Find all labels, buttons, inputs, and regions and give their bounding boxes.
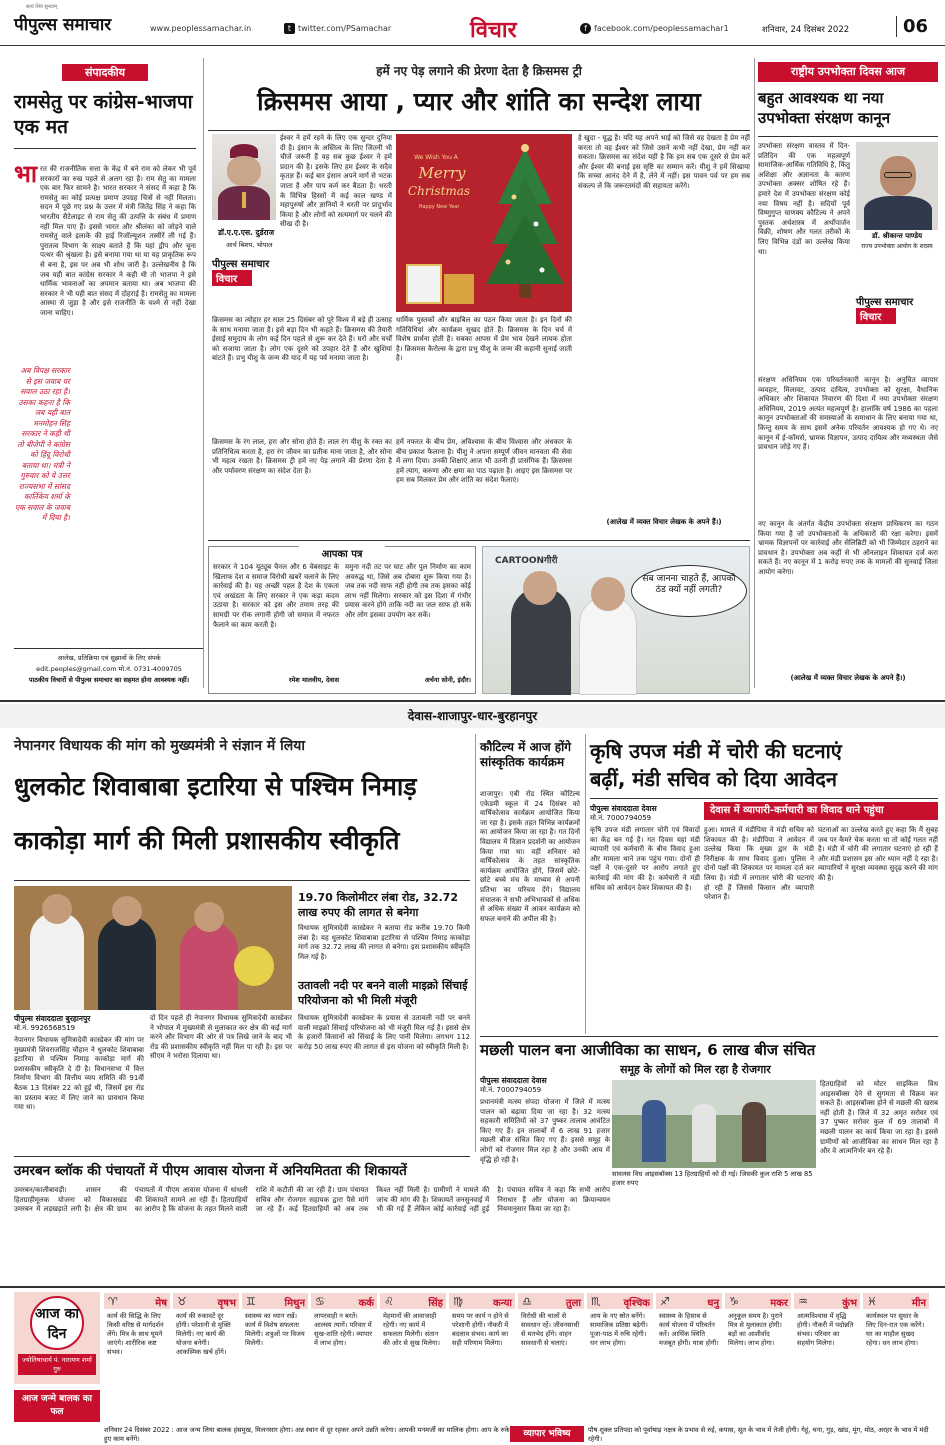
- person-figure: [98, 916, 156, 1010]
- zodiac-sign-text: आय के नए स्रोत बनेंगे। सामाजिक प्रतिष्ठा बढ़ेगी। पूजा-पाठ में रुचि रहेगी। धन लाभ होगा।: [590, 1312, 648, 1347]
- zodiac-symbol-icon: ♌: [384, 1295, 394, 1308]
- christmas-body-1: ईश्वर ने हमें रहने के लिए एक सुन्दर दुनिया दी है। इंसान के अस्तित्व के लिए जितनी भी चीजें जरूरी हैं वह सब कुछ ईश्वर ने हमें प्रदान की है। इसके लिए हम ईश्वर के सदैव कृतज्ञ हैं। कई बार इंसान अपने मार्ग से भटक जाता है और पाप कर्म कर बैठता है। धरती के विभिन्न हिस्सों में कई काल खण्ड में महापुरुषों और ज्ञानियों ने धरती पर प्रादुर्भाव किया है और लोगों को सत्यमार्ग पर चलने की सीख दी है।: [280, 134, 392, 229]
- twitter-icon: t: [284, 23, 295, 34]
- zodiac-sign-text: कार्यस्थल पर सुधार के लिए दिन-रात एक करेंगे। घर का माहौल सुखद रहेगा। धन लाभ होगा।: [866, 1312, 925, 1347]
- speech-bubble: सब जानना चाहते हैं, आपको ठंड क्यों नहीं लगती?: [631, 565, 747, 617]
- fish-headline: मछली पालन बना आजीविका का साधन, 6 लाख बीज संचित: [480, 1041, 816, 1059]
- horoscope-title-box: [14, 1292, 100, 1384]
- letter-1: सरकार ने 104 यूट्यूब चैनल और 6 वेबसाइट के खिलाफ देश व समाज विरोधी खबरें चलाने के लिए कार्रवाई की है। यह अच्छी पहल है देश के एकता एवं अखंडता के लिए सरकार ने एक कड़ा कदम उठाया है। सरकार को इस और तमाम तरह की सामग्री पर रोक लगानी होगी जो समाज में नफरत फैलाने का काम करती है।: [213, 563, 339, 629]
- business-forecast-text: पौष शुक्ल प्रतिपदा को पूर्वाषाढ़ नक्षत्र के प्रभाव से रुई, कपास, सूत के भाव में तेजी होगी। गेहूं, चना, गुड़, खांड, मूंग, मोठ, अरहर के भाव में मंदी रहेगी।: [588, 1426, 929, 1443]
- zodiac-symbol-icon: ♓: [867, 1295, 877, 1308]
- mandi-mobile: मो.नं. 7000794059: [590, 814, 652, 822]
- awas-body: उमरबन/कालीबावड़ी। शासन की हितग्राहीमूलक योजना को विकासखंड उमरबन में लड़खड़ाते लगी है। क्षेत्र की ग्राम पंचायतों में पीएम आवास योजना में धांधली की शिकायतें सामने आ रही हैं। हितग्राहियों का आरोप है कि योजना के तहत मिलने वाली राशि में कटौती की जा रही है। ग्राम पंचायत सचिव और रोजगार सहायक द्वारा पैसे मांगे जा रहे हैं। कई हितग्राहियों को अब तक किश्त नहीं मिली है। ग्रामीणों ने मामले की जांच की मांग की है। शिकायतें जनसुनवाई में भी की गई हैं लेकिन कोई कार्रवाई नहीं हुई है। पंचायत सचिव ने कहा कि सभी आरोप निराधार हैं और योजना का क्रियान्वयन नियमानुसार किया जा रहा है।: [14, 1186, 610, 1214]
- disclaimer: पाठकीय विचारों से पीपुल्स समाचार का सहमत होना आवश्यक नहीं।: [28, 676, 190, 684]
- zodiac-sign: [380, 1293, 446, 1423]
- horoscope-title-1: आज का: [35, 1306, 79, 1322]
- consumer-day-band: राष्ट्रीय उपभोक्ता दिवस आज: [758, 62, 938, 82]
- brand-name: पीपुल्स समाचार: [856, 297, 914, 308]
- editorial-body: रत की राजनीतिक सत्ता के केंद्र में बने राम को लेकर भी पूर्व सरकारों का रुख पहले से अलग रहा है। राम सेतु का मामला एक बार फिर सामने है। भारत सरकार ने संसद में कहा है कि रामसेतु का कोई प्रत्यक्ष प्रमाण उपग्रह चित्रों से नहीं मिलता। सदन में पूछे गए प्रश्न के उत्तर में मंत्री जितेंद्र सिंह ने कहा कि भारतीय सैटेलाइट से राम सेतु की उत्पत्ति के संबंध में प्रमाण नहीं मिल पाए हैं। इससे भारत और श्रीलंका को जोड़ने वाले रामसेतु वाले इलाके की हाई रिजॉल्यूशन तस्वीरें ली गई हैं। पुरातत्व विभाग के साक्ष्य बताते हैं कि यहां द्वीप और चूना पत्थर की श्रृंखला है। इसे बनाया गया था या यह प्राकृतिक रूप से बना है, इस पर अब भी शोध जारी है। उल्लेखनीय है कि जब यही बात कांग्रेस सरकार ने कही थी तो भाजपा ने इसे धार्मिक भावनाओं का अपमान बताया था। अब भाजपा की सरकार ने भी यही बात संसद में दोहराई है। रामसेतु का मामला आस्था से जुड़ा है और इसे राजनीति के चश्मे से नहीं देखा जाना चाहिए।: [40, 165, 196, 317]
- fish-body-2: हितग्राहियों को मोटर साइकिल विध आइसबॉक्स देने से सुगमता से विक्रय कर सकते हैं। आइसबॉक्स होने से मछली की खराब नहीं होती है। जिले में 32 अमृत सरोवर एवं 37 पुष्कर सरोवर कुल में 69 तालाबों में मछली पालन का कार्य किया जा रहा है। इससे ग्रामीणों को आजीविका का साधन मिल रहा है और वे आत्मनिर्भर बन रहे हैं।: [820, 1080, 938, 1156]
- lead-mobile: मो.नं. 9926568519: [14, 1024, 76, 1032]
- website-url[interactable]: www.peoplessamachar.in: [150, 24, 252, 33]
- zodiac-sign: [794, 1293, 860, 1423]
- christmas-body-6: हे खुदा - यूद्ध है। यदि यह अपने भाई को जिसे वह देखता है प्रेम नहीं करता तो वह ईश्वर को जिसे उसने कभी नहीं देखा, प्रेम नहीं कर सकता। क्रिसमस का संदेश यही है कि हम सब एक दूसरे से प्रेम करें और ईश्वर की बनाई इस सृष्टि का सम्मान करें। यीशु ने हमें सिखाया कि सच्चा आनंद देने में है, लेने में नहीं। इस पावन पर्व पर हम सब संकल्प लें कि जरूरतमंदों की सहायता करेंगे।: [578, 134, 750, 190]
- christmas-card-image: [396, 134, 572, 312]
- horoscope-title-2: दिन: [47, 1326, 67, 1342]
- zodiac-sign: [104, 1293, 170, 1423]
- awas-headline: उमरबन ब्लॉक की पंचायतों में पीएम आवास योजना में अनियमितता की शिकायतें: [14, 1163, 407, 1179]
- glasses-icon: [884, 172, 912, 178]
- consumer-headline: बहुत आवश्यक था नया उपभोक्ता संरक्षण कानून: [758, 89, 891, 127]
- lead-body-3: विधायक सुमित्रादेवी कास्डेकर ने बताया रोड करीब 19.70 किमी लंबा है। यह धुलकोट शिवाबाबा इटारिया से पश्चिम निमाड़ काकोड़ा मार्ग तक 32.72 लाख की लागत से बनेगा। इस प्रशासकीय स्वीकृति मिल गई है।: [298, 924, 470, 961]
- birth-prediction-text: शनिवार 24 दिसंबर 2022 : आज जन्म लिया बालक हंसमुख, मिलनसार होगा। अन्न स्थान से दूर रहकर अपने उन्नति करेगा। आपकी मनमर्जी का मालिक होगा। आप के रुके हुए काम बनेंगे।: [104, 1426, 510, 1443]
- twitter-handle[interactable]: twitter.com/PSamachar: [298, 24, 392, 33]
- fish-byline: पीपुल्स संवाददाता देवास: [480, 1076, 547, 1085]
- zodiac-sign: [863, 1293, 929, 1423]
- editorial-contact: [14, 648, 204, 684]
- letter-1-signature: रमेश मालवीय, देवास: [288, 676, 339, 684]
- lead-subhead-2: उतावली नदी पर बनने वाली माइक्रो सिंचाई परियोजना को भी मिली मंजूरी: [298, 979, 468, 1007]
- christmas-body-2: क्रिसमस का त्योहार हर साल 25 दिसंबर को पूरे विश्व में बड़े ही उत्साह के साथ मनाया जाता है। इसे बड़ा दिन भी कहते हैं। क्रिसमस की तैयारी ईसाई समुदाय के लोग कई दिन पहले से शुरू कर देते हैं। घरों और चर्चों को सजाया जाता है। लोग एक दूसरे को उपहार देते हैं और खुशियां बांटते हैं। प्रभु यीशु के जन्म की याद में यह पर्व मनाया जाता है।: [212, 316, 392, 363]
- mandi-subhead: देवास में व्यापारी-कर्मचारी का विवाद थाने पहुंचा: [704, 802, 938, 820]
- section-title: विचार: [470, 18, 517, 43]
- zodiac-symbol-icon: ♉: [177, 1295, 187, 1308]
- zodiac-sign: [518, 1293, 584, 1423]
- author-photo: [212, 134, 276, 220]
- lead-body-1: नेपानगर विधायक सुमित्रादेवी कास्डेकर की मांग पर मुख्यमंत्री शिवराजसिंह चौहान ने धुलकोट शिवाबाबा इटारिया से पश्चिम निमाड़ काकोड़ा मार्ग की प्रशासकीय स्वीकृति दे दी है। विधानसभा में वित्त निर्माण विभाग की वित्तीय व्यय समिति की 91वीं बैठक 13 दिसंबर 22 को हुई थी, जिसमें इस रोड का प्रस्ताव बजट में लिए जाने का प्रावधान किया गया था।: [14, 1036, 144, 1112]
- zodiac-symbol-icon: ♐: [660, 1295, 670, 1308]
- mandi-body-2: हुआ। मामले में मंडीपिया ने मंडी सचिव को शिकायत की है। मंडीपिया ने आवेदन में उल्लेख किया कि मुख्य द्वार के मंडी निरीक्षक के साथ विवाद हुआ। पुलिस ने दोनों पक्षों की शिकायत पर मामला दर्ज कर लिया है। मंडी में लगातार चोरी की घटनाएं हो रही हैं जिससे किसान और व्यापारी परेशान हैं।: [704, 826, 814, 902]
- logo: पीपुल्स समाचार: [14, 15, 112, 35]
- zodiac-sign: [656, 1293, 722, 1423]
- letter-2: यमुना नदी तट पर घाट और पुल निर्माण का काम अवरुद्ध था, जिसे अब दोबारा शुरू किया गया है। जब तक नदी साफ नहीं होगी तब तक इसका कोई लाभ नहीं मिलेगा। सरकार को इस दिशा में गंभीर प्रयास करने होंगे ताकि नदी का जल साफ हो सके और लोग इसका उपयोग कर सकें।: [345, 563, 471, 619]
- zodiac-symbol-icon: ♊: [246, 1295, 256, 1308]
- zodiac-sign-name: कुंभ: [794, 1293, 860, 1309]
- zodiac-sign-text: मेहमानों की आवाजाही रहेगी। नए कार्य में सफलता मिलेगी। संतान की ओर से सुख मिलेगा।: [383, 1312, 440, 1347]
- zodiac-sign-text: कार्य की सिद्धि के लिए किसी वरिष्ठ से मार्गदर्शन लेंगे। मित्र के साथ घूमने जाएंगे। शारीरिक कष्ट संभव।: [107, 1312, 164, 1356]
- consumer-author-title: राज्य उपभोक्ता आयोग के सदस्य: [861, 243, 933, 250]
- brand-name: पीपुल्स समाचार: [212, 259, 270, 270]
- fish-mobile: मो.नं. 7000794059: [480, 1086, 542, 1094]
- zodiac-sign-text: समय पर कार्य न होने से परेशानी होगी। नौकरी में बदलाव संभव। कार्य का सही परिणाम मिलेगा।: [452, 1312, 509, 1347]
- mandi-body-1: कृषि उपज मंडी लगातार चोरी एवं विवादों का केंद्र बन गई है। गत दिवस यहां मंडी व्यापारी एवं कर्मचारी के बीच विवाद हुआ और मामला थाने तक पहुंच गया। दोनों ही पक्षों ने एक-दूसरे पर आरोप लगाते हुए कार्रवाई की मांग की है। कर्मचारी ने मंडी सचिव को आवेदन देकर शिकायत की है।: [590, 826, 700, 892]
- zodiac-sign: [587, 1293, 653, 1423]
- zodiac-symbol-icon: ♑: [729, 1295, 739, 1308]
- contact-email[interactable]: edit.peoples@gmail.com मो.नं. 0731-4009705: [36, 665, 182, 673]
- business-forecast-label: व्यापार भविष्य: [510, 1426, 584, 1442]
- region-band: देवास-शाजापुर-धार-बुरहानपुर: [0, 704, 945, 728]
- card-bottom-text: Happy New Year: [418, 204, 460, 210]
- zodiac-sign-name: सिंह: [380, 1293, 446, 1309]
- fish-photo: [612, 1080, 816, 1168]
- zodiac-sign: [725, 1293, 791, 1423]
- culture-headline: कौटिल्य में आज होंगे सांस्कृतिक कार्यक्रम: [480, 740, 572, 769]
- zodiac-sign-text: स्वास्थ्य का ध्यान रखें। कार्य में विशेष सफलता मिलेगी। शत्रुओं पर विजय मिलेगी।: [245, 1312, 305, 1347]
- consumer-body-2: संरक्षण अधिनियम एक परिवर्तनकारी कानून है। अनुचित व्यापार व्यवहार, मिलावट, उत्पाद दायित्व, उपभोक्ता को सुरक्षा, वैधानिक अधिकार और शिकायत निवारण की दिशा में नया उपभोक्ता संरक्षण अधिनियम, 2019 अत्यंत महत्वपूर्ण है। हालांकि वर्ष 1986 का पहला कानून उपभोक्ताओं की समस्याओं के समाधान के लिए बनाया गया था, किन्तु समय के साथ इसमें अनेक परिवर्तन आवश्यक हो गए थे। नए कानून में ई-कॉमर्स, भ्रामक विज्ञापन, उत्पाद दायित्व और मध्यस्थता जैसे प्रावधान जोड़े गए हैं।: [758, 376, 938, 452]
- christmas-body-3: क्रिसमस के रंग लाल, हरा और सोना होते हैं। लाल रंग यीशु के रक्त का प्रतिनिधित्व करता है, हरा रंग जीवन का प्रतीक माना जाता है, और सोना भी महत्व रखता है। क्रिसमस ट्री हमें नए पेड़ लगाने की प्रेरणा देता है और पर्यावरण संरक्षण का संदेश देता है।: [212, 438, 392, 475]
- mandi-headline-2: बढ़ीं, मंडी सचिव को दिया आवेदन: [590, 767, 838, 791]
- astrologer-name: ज्योतिषाचार्य पं. नारायण शर्मा गुरु: [18, 1354, 96, 1375]
- lead-body-4: विधायक सुमित्रादेवी कास्डेकर के प्रयास से उतावली नदी पर बनने वाली माइक्रो सिंचाई परियोजना को भी मंजूरी मिल गई है। इससे क्षेत्र के हजारों किसानों को सिंचाई के लिए पानी मिलेगा। लगभग 112 करोड़ 50 लाख रुपए की लागत से इस योजना को स्वीकृति मिली है।: [298, 1014, 470, 1051]
- contact-line-1: आलेख, प्रतिक्रिया एवं सुझावों के लिए संपर्क: [57, 654, 161, 662]
- zodiac-sign-name: वृषभ: [173, 1293, 239, 1309]
- lead-body-2: दो दिन पहले ही नेपानगर विधायक सुमित्रादेवी कास्डेकर ने भोपाल में मुख्यमंत्री से मुलाकात कर क्षेत्र की कई मार्ग करने और विभाग की ओर से पत्र लिखे जाने के बाद भी रोड की प्रशासकीय स्वीकृति नहीं मिल पा रही है। इस पर सीएम ने भरोसा दिलाया था।: [150, 1014, 292, 1061]
- zodiac-sign-name: मिथुन: [242, 1293, 308, 1309]
- christmas-body-4: धार्मिक पुस्तकों और बाइबिल का पठन किया जाता है। इन दिनों की गतिविधियां और कार्यक्रम सुखद होते हैं। क्रिसमस के दिन चर्च में विशेष प्रार्थना होती है। सबका आपस में प्रेम भाव देखने लायक होता है। क्रिसमस कैरोल्स के द्वारा प्रभु यीशु के जन्म की कहानी सुनाई जाती है।: [396, 316, 572, 363]
- author-name: डॉ.ए.ए.एस. दुर्डराज: [218, 228, 275, 237]
- card-christmas: Christmas: [407, 184, 471, 198]
- zodiac-sign: [173, 1293, 239, 1423]
- facebook-handle[interactable]: facebook.com/peoplessamachar1: [594, 24, 729, 33]
- zodiac-sign-text: स्वास्थ्य के हिसाब से कार्य योजना में परिवर्तन करें। आर्थिक स्थिति मजबूत होगी। यात्रा होगी।: [659, 1312, 719, 1347]
- zodiac-sign-name: तुला: [518, 1293, 584, 1309]
- zodiac-sign-name: मीन: [863, 1293, 929, 1309]
- zodiac-sign-name: धनु: [656, 1293, 722, 1309]
- gift-box-icon: [444, 274, 474, 304]
- brand-section-tag: विचार: [856, 308, 896, 324]
- christmas-kicker: हमें नए पेड़ लगाने की प्रेरणा देता है क्रिसमस ट्री: [376, 64, 582, 78]
- card-top-text: We Wish You A: [414, 154, 458, 161]
- christmas-closing: (आलेख में व्यक्त विचार लेखक के अपने हैं।): [606, 518, 722, 526]
- editorial-label: संपादकीय: [62, 64, 148, 81]
- lead-subhead-1: 19.70 किलोमीटर लंबा रोड, 32.72 लाख रुपए की लागत से बनेगा: [298, 891, 458, 919]
- christmas-tree-icon: [480, 142, 570, 310]
- zodiac-symbol-icon: ♎: [522, 1295, 532, 1308]
- fish-subhead: समूह के लोगों को मिल रहा है रोजगार: [620, 1063, 771, 1076]
- masthead: [0, 0, 945, 46]
- letters-title: आपका पत्र: [299, 546, 385, 560]
- consumer-brand-label: [856, 294, 938, 324]
- zodiac-sign-name: कर्क: [311, 1293, 377, 1309]
- zodiac-sign-text: विरोधी की चालों से सावधान रहें। जीवनसाथी से मतभेद होंगे। वाहन सावधानी से चलाएं।: [521, 1312, 580, 1347]
- brand-section-tag: विचार: [212, 270, 252, 286]
- letter-2-signature: अर्चना सोनी, इंदौर।: [424, 676, 471, 684]
- logo-tagline: सत्यं शिवं सुन्दरम्: [26, 4, 57, 10]
- cross-icon: [242, 192, 246, 208]
- person-figure: [692, 1104, 716, 1162]
- christmas-headline: क्रिसमस आया , प्यार और शांति का सन्देश लाया: [257, 87, 701, 116]
- zodiac-sign: [449, 1293, 515, 1423]
- zodiac-sign-text: अनुकूल समय है। पुराने मित्र से मुलाकात होगी। बड़ों का आशीर्वाद मिलेगा। लाभ होगा।: [728, 1312, 783, 1347]
- consumer-body-1: उपभोक्ता संरक्षण वास्तव में दिन-प्रतिदिन की एक महत्वपूर्ण सामाजिक-आर्थिक गतिविधि है, किंतु अशिक्षा और अज्ञानता के कारण उपभोक्ता अक्सर शोषित रहे हैं। हमारे देश में उपभोक्ता संरक्षण कोई नया विषय नहीं है। सदियों पूर्व विष्णुगुप्त चाणक्य कौटिल्य ने अपने पुस्तक अर्थशास्त्र में अर्थोपार्जन विक्री, शोषण और गलत तरीकों के लिए विभिन्न दंडों का उल्लेख किया था।: [758, 142, 850, 256]
- author-title: आर्च बिशप, भोपाल: [226, 241, 273, 249]
- zodiac-sign-text: कार्य की रुकावटें दूर होंगी। परेशानी से मुक्ति मिलेगी। नए कार्य की योजना बनेगी। आकस्मिक खर्च होंगे।: [176, 1312, 231, 1356]
- editorial-pull-quote: अब विपक्ष सरकार से इस जवाब पर सवाल उठा रहा है। उसका कहना है कि जब यही बात मनमोहन सिंह सरकार ने कही थी तो बीजेपी ने कांग्रेस को हिंदू विरोधी बताया था। मंत्री ने गुरुवार को ये उत्तर राज्यसभा में सांसद कार्तिकेय शर्मा के एक सवाल के जवाब में दिया है।: [14, 366, 70, 522]
- zodiac-symbol-icon: ♒: [798, 1295, 808, 1308]
- brand-label: [212, 256, 280, 286]
- zodiac-sign: [311, 1293, 377, 1423]
- culture-body: शाजापुर। एबी रोड स्थित कौटिल्य एकेडमी स्कूल में 24 दिसंबर को वार्षिकोत्सव कार्यक्रम आयोजित किया जा रहा है। इसके तहत विभिन्न कार्यक्रमों का आयोजन किया जा रहा है। गत दिनों विद्यालय में विज्ञान प्रदर्शनी का आयोजन किया गया था। वहीं शनिवार को वार्षिकोत्सव के तहत सांस्कृतिक कार्यक्रम आयोजित होंगे, जिसमें छोटे-छोटे बच्चे मंच के माध्यम से अपनी प्रतिभा का परिचय देंगे। विद्यालय संचालक ने सभी अभिभावकों से अधिक से अधिक संख्या में आकर कार्यक्रम को सफल बनाने की अपील की है।: [480, 790, 580, 923]
- zodiac-symbol-icon: ♏: [591, 1295, 601, 1308]
- flower-bouquet-icon: [234, 946, 274, 986]
- page-number: 06: [896, 16, 928, 37]
- lead-byline: पीपुल्स संवाददाता बुरहानपुर: [14, 1014, 91, 1023]
- person-figure: [642, 1100, 666, 1162]
- consumer-author-photo: [856, 142, 938, 230]
- christmas-body-5: हमें नफरत के बीच प्रेम, अविश्वास के बीच विश्वास और अंधकार के बीच प्रकाश फैलाना है। यीशु ने अपना सम्पूर्ण जीवन मानवता की सेवा में लगा दिया। उनकी शिक्षाएं आज भी उतनी ही प्रासंगिक हैं। क्रिसमस हमें त्याग, करुणा और क्षमा का पाठ पढ़ाता है। आइए इस क्रिसमस पर हम सब मिलकर प्रेम और शांति का संदेश फैलाएं।: [396, 438, 572, 485]
- consumer-closing: (आलेख में व्यक्त विचार लेखक के अपने हैं।): [790, 674, 906, 682]
- mandi-body-3: घटनाओं का उल्लेख करते हुए कहा कि मैं सुबह जब पर कैमरे चेक करता था तो कोई गलत नहीं है। मंडी में चोरी की लगातार घटनाएं हो रही हैं और मंडी प्रशासन इस ओर ध्यान नहीं दे रहा है। व्यापारियों ने सुरक्षा व्यवस्था सुदृढ़ करने की मांग की है।: [818, 826, 938, 882]
- fish-caption: सावलस विध आइसबॉक्स 13 हितग्राहियों को दी गई। जिसकी कुल राशि 5 लाख 85 हजार रुपए: [612, 1170, 813, 1187]
- letters-box: [208, 546, 476, 694]
- zodiac-sign-text: लापरवाही न बरतें। आलस्य त्यागें। परिवार में सुख-शांति रहेगी। व्यापार में लाभ होगा।: [314, 1312, 373, 1347]
- zodiac-sign-name: कन्या: [449, 1293, 515, 1309]
- mandi-byline: पीपुल्स संवाददाता देवास: [590, 804, 657, 813]
- editorial-dropcap: भा: [14, 160, 38, 188]
- card-merry: Merry: [418, 164, 466, 182]
- issue-date: शनिवार, 24 दिसंबर 2022: [762, 25, 850, 35]
- person-figure: [180, 922, 238, 1010]
- gift-box-icon: [406, 264, 442, 304]
- lead-headline-2: काकोड़ा मार्ग की मिली प्रशासकीय स्वीकृति: [14, 826, 400, 855]
- fish-body-1: प्रधानमंत्री मत्स्य संपदा योजना में जिले में मत्स्य पालन को बढ़ावा दिया जा रहा है। 32 मत्स्य सहकारी समितियों को 37 पुष्कर तालाब आवंटित किए गए हैं। इन तालाबों में 6 लाख 91 हजार मछली बीज संचित किए गए हैं। इससे समूह के लोगों को रोजगार मिल रहा है और उनकी आय में वृद्धि हो रही है।: [480, 1098, 610, 1164]
- zodiac-sign-name: मेष: [104, 1293, 170, 1309]
- person-figure: [742, 1102, 766, 1162]
- editorial-headline: रामसेतु पर कांग्रेस-भाजपा एक मत: [14, 91, 193, 138]
- cartoon-panel: [482, 546, 750, 694]
- mandi-headline-1: कृषि उपज मंडी में चोरी की घटनाएं: [590, 739, 842, 763]
- consumer-author-name: डॉ. श्रीकान्त पाण्डेय: [871, 232, 923, 240]
- zodiac-sign-name: मकर: [725, 1293, 791, 1309]
- zodiac-sign: [242, 1293, 308, 1423]
- facebook-icon: f: [580, 23, 591, 34]
- cartoon-label: CARTOONगीरी: [495, 556, 558, 566]
- zodiac-symbol-icon: ♍: [453, 1295, 463, 1308]
- birth-prediction-label: आज जन्मे बालक का फल: [14, 1390, 100, 1422]
- zodiac-symbol-icon: ♈: [108, 1295, 118, 1308]
- person-figure: [30, 912, 84, 1010]
- zodiac-sign-name: वृश्चिक: [587, 1293, 653, 1309]
- lead-headline-1: धुलकोट शिवाबाबा इटारिया से पश्चिम निमाड़: [14, 772, 417, 801]
- lead-photo: [14, 886, 292, 1010]
- zodiac-symbol-icon: ♋: [315, 1295, 325, 1308]
- zodiac-sign-text: आत्मविश्वास में वृद्धि होगी। नौकरी में पदोन्नति संभव। परिवार का सहयोग मिलेगा।: [797, 1312, 854, 1347]
- consumer-body-3: नए कानून के अंतर्गत केंद्रीय उपभोक्ता संरक्षण प्राधिकरण का गठन किया गया है जो उपभोक्ताओं के अधिकारों की रक्षा करेगा। इसमें भ्रामक विज्ञापनों पर कार्रवाई और सेलिब्रिटी को भी जिम्मेदार ठहराने का प्रावधान है। उपभोक्ता अब कहीं से भी ऑनलाइन शिकायत दर्ज करा सकते हैं। नए कानून में 1 करोड़ रुपए तक के मामलों की सुनवाई जिला आयोग करेगा।: [758, 520, 938, 576]
- lead-kicker: नेपानगर विधायक की मांग को मुख्यमंत्री ने संज्ञान में लिया: [14, 738, 305, 754]
